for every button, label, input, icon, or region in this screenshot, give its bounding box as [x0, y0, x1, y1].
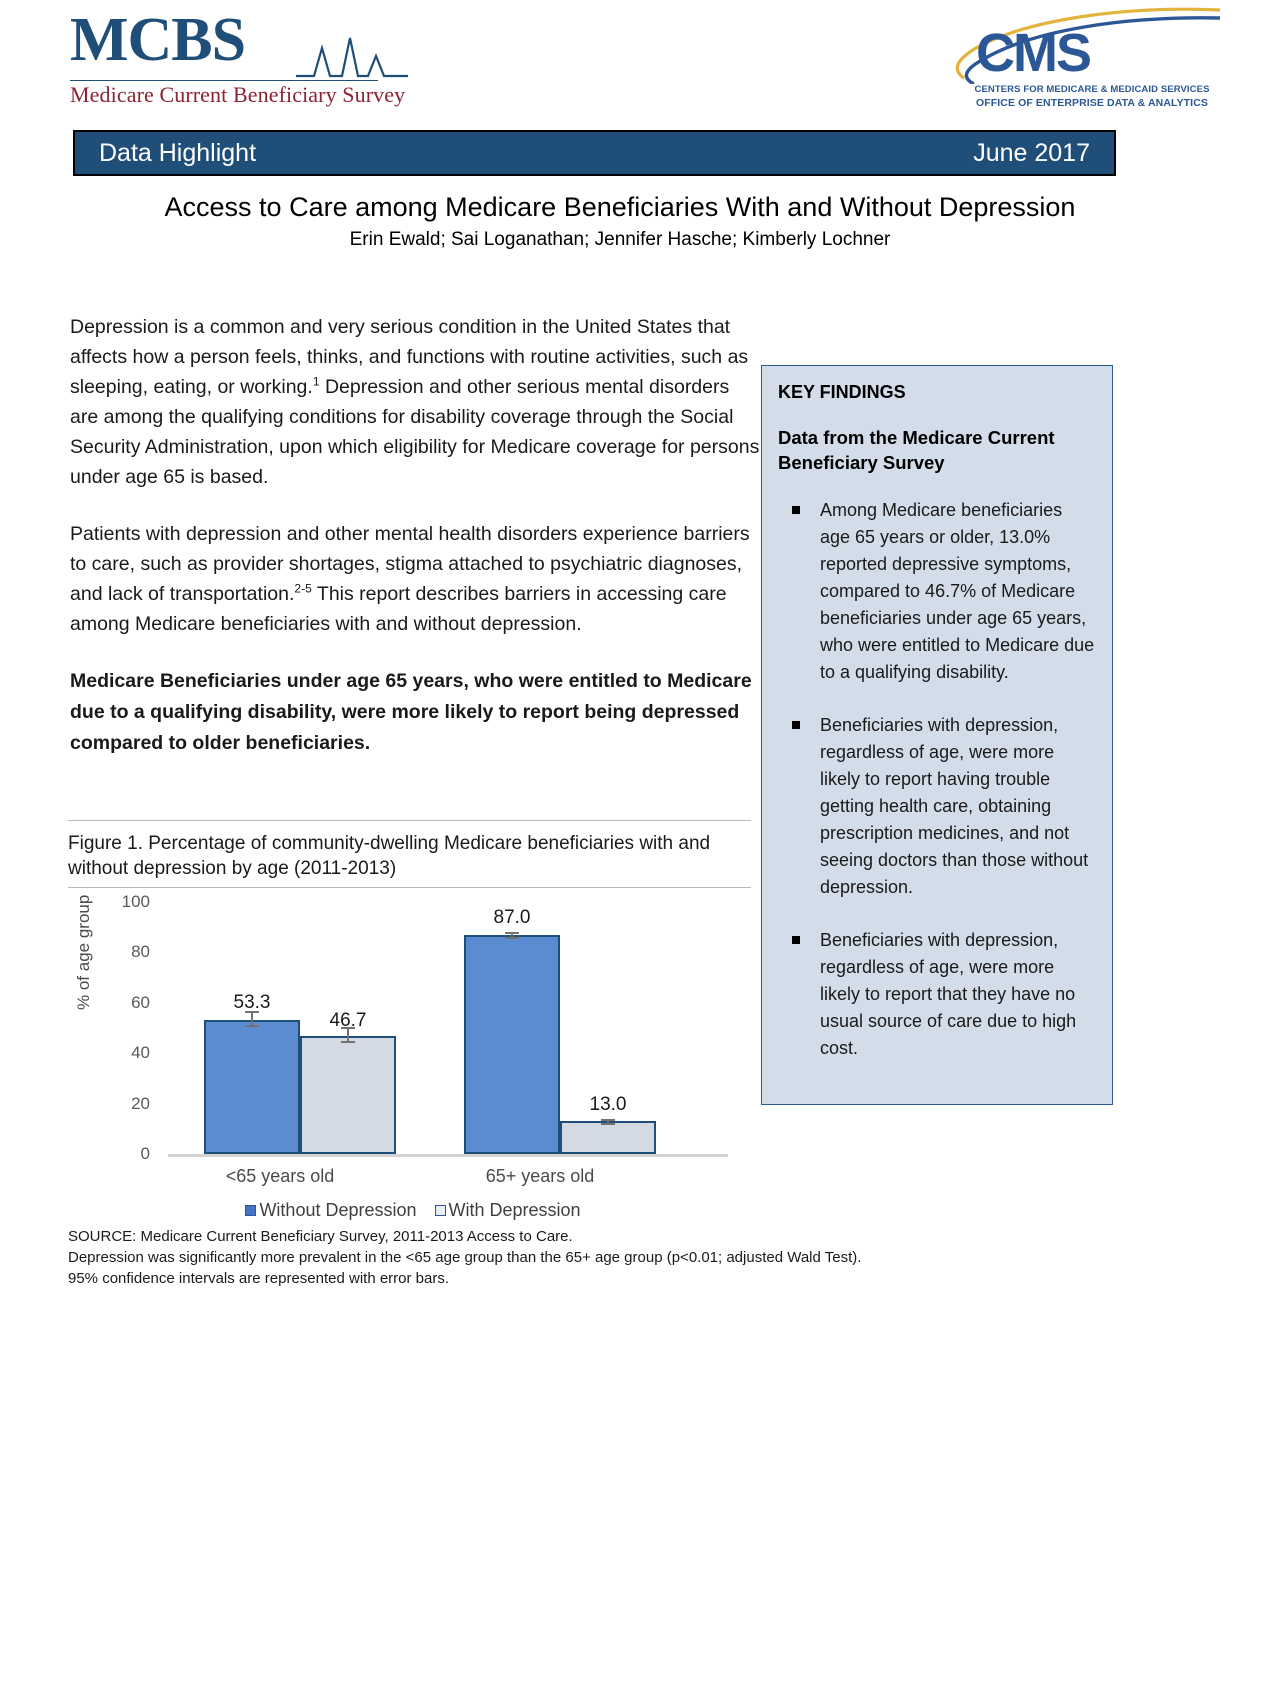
page-title: Access to Care among Medicare Beneficiaries With and Without Depression — [164, 192, 1076, 222]
chart-legend — [68, 1200, 758, 1221]
key-findings-list — [778, 497, 1096, 1062]
legend-item-without-depression — [245, 1200, 416, 1221]
paragraph-2-text-pre: Patients with depression and other mental health disorders experience barriers to care, such as provider shortages, stigma attached to psychiatric diagnoses, and lack of transportation. — [70, 523, 750, 605]
bar-with-depression-65plus — [560, 1121, 656, 1154]
bar-value-label: 46.7 — [329, 1010, 367, 1031]
key-findings-subtitle: Data from the Medicare Current Beneficiary Survey — [778, 427, 1055, 473]
bar-chart — [68, 892, 758, 1220]
footnote-ref-2: 2-5 — [294, 581, 312, 596]
paragraph-2-text-post: This report describes barriers in accessing care among Medicare beneficiaries with and without depression. — [70, 583, 727, 635]
y-tick-label: 60 — [131, 992, 150, 1012]
bar-without-depression-under65 — [204, 1020, 300, 1154]
bar-without-depression-65plus — [464, 935, 560, 1154]
legend-swatch-icon — [245, 1205, 256, 1216]
cms-wordmark: CMS — [976, 23, 1090, 83]
figure-top-divider — [68, 820, 751, 821]
paragraph-1-text-pre: Depression is a common and very serious condition in the United States that affects how a person feels, thinks, and functions with routine activities, such as sleeping, eating, or working. — [70, 316, 749, 398]
header-logo-row — [0, 0, 1280, 118]
mcbs-divider — [70, 80, 378, 81]
error-bar-cap — [245, 1025, 259, 1027]
mcbs-wordmark: MCBS — [70, 6, 246, 74]
figure-caption: Figure 1. Percentage of community-dwelling Medicare beneficiaries with and without depression by age (2011-2013) — [68, 833, 711, 879]
y-tick-label: 80 — [131, 942, 150, 962]
paragraph-1-text-post: Depression and other serious mental disorders are among the qualifying conditions for disability coverage through the Social Security Administration, upon which eligibility for Medicare coverage for persons under age 65 is based. — [70, 376, 760, 488]
banner-left-label: Data Highlight — [99, 138, 257, 167]
ekg-pulse-icon — [296, 36, 408, 82]
plot-area — [168, 902, 728, 1154]
legend-label: Without Depression — [259, 1200, 417, 1220]
source-note — [68, 1226, 1068, 1289]
square-bullet-icon — [792, 506, 800, 514]
cms-logo — [920, 4, 1220, 112]
y-tick-label: 20 — [131, 1093, 150, 1113]
y-axis-ticks — [96, 892, 158, 1163]
x-tick-label-65plus: 65+ years old — [485, 1166, 595, 1186]
body-column — [70, 312, 760, 786]
key-findings-title: KEY FINDINGS — [778, 382, 906, 402]
figure-bottom-divider — [68, 887, 751, 888]
error-bar-cap — [505, 932, 519, 934]
figure-1 — [68, 820, 758, 1220]
source-line-3: 95% confidence intervals are represented with error bars. — [68, 1270, 450, 1287]
list-item-text: Among Medicare beneficiaries age 65 years or older, 13.0% reported depressive symptoms, compared to 46.7% of Medicare beneficiaries under age 65 years, who were entitled to Medicare due to a qualifying disability. — [820, 500, 1095, 682]
mcbs-subtitle: Medicare Current Beneficiary Survey — [70, 82, 406, 107]
source-line-2: Depression was significantly more prevalent in the <65 age group than the 65+ age group (p<0.01; adjusted Wald Test). — [68, 1249, 862, 1266]
title-block — [120, 190, 1120, 251]
x-axis-line — [168, 1154, 728, 1157]
paragraph-2 — [70, 519, 760, 639]
paragraph-3-highlight: Medicare Beneficiaries under age 65 years, who were entitled to Medicare due to a qualifying disability, were more likely to report being depressed compared to older beneficiaries. — [70, 670, 752, 754]
key-findings-box — [761, 365, 1113, 1105]
paragraph-1 — [70, 312, 760, 492]
legend-swatch-icon — [435, 1205, 446, 1216]
author-list: Erin Ewald; Sai Loganathan; Jennifer Hasche; Kimberly Lochner — [349, 229, 891, 250]
bar-value-label: 13.0 — [589, 1094, 627, 1115]
banner-right-label: June 2017 — [973, 138, 1090, 167]
y-tick-label: 100 — [121, 892, 150, 911]
square-bullet-icon — [792, 721, 800, 729]
cms-agency-line: CENTERS FOR MEDICARE & MEDICAID SERVICES — [974, 84, 1210, 95]
list-item — [778, 497, 1096, 686]
mcbs-logo — [68, 6, 406, 113]
list-item — [778, 712, 1096, 901]
footnote-ref-1: 1 — [312, 374, 320, 389]
square-bullet-icon — [792, 936, 800, 944]
source-line-1: SOURCE: Medicare Current Beneficiary Survey, 2011-2013 Access to Care. — [68, 1228, 573, 1245]
cms-office-line: OFFICE OF ENTERPRISE DATA & ANALYTICS — [976, 97, 1208, 109]
list-item-text: Beneficiaries with depression, regardless of age, were more likely to report that they have no usual source of care due to high cost. — [820, 930, 1077, 1058]
error-bar-cap — [601, 1123, 615, 1125]
error-bar-cap — [505, 937, 519, 939]
x-tick-label-under65: <65 years old — [225, 1166, 335, 1186]
data-highlight-banner — [73, 130, 1116, 176]
y-tick-label: 0 — [140, 1144, 150, 1163]
legend-item-with-depression — [435, 1200, 581, 1221]
list-item-text: Beneficiaries with depression, regardless of age, were more likely to report having trouble getting health care, obtaining prescription medicines, and not seeing doctors than those without depression. — [820, 715, 1089, 897]
bar-with-depression-under65 — [300, 1036, 396, 1154]
list-item — [778, 927, 1096, 1062]
y-axis-label: % of age group — [74, 894, 93, 1010]
error-bar-cap — [341, 1041, 355, 1043]
legend-label: With Depression — [448, 1200, 581, 1220]
bar-value-label: 87.0 — [493, 907, 531, 928]
y-tick-label: 40 — [131, 1043, 150, 1063]
error-bar-cap — [601, 1119, 615, 1121]
bar-value-label: 53.3 — [233, 992, 271, 1013]
